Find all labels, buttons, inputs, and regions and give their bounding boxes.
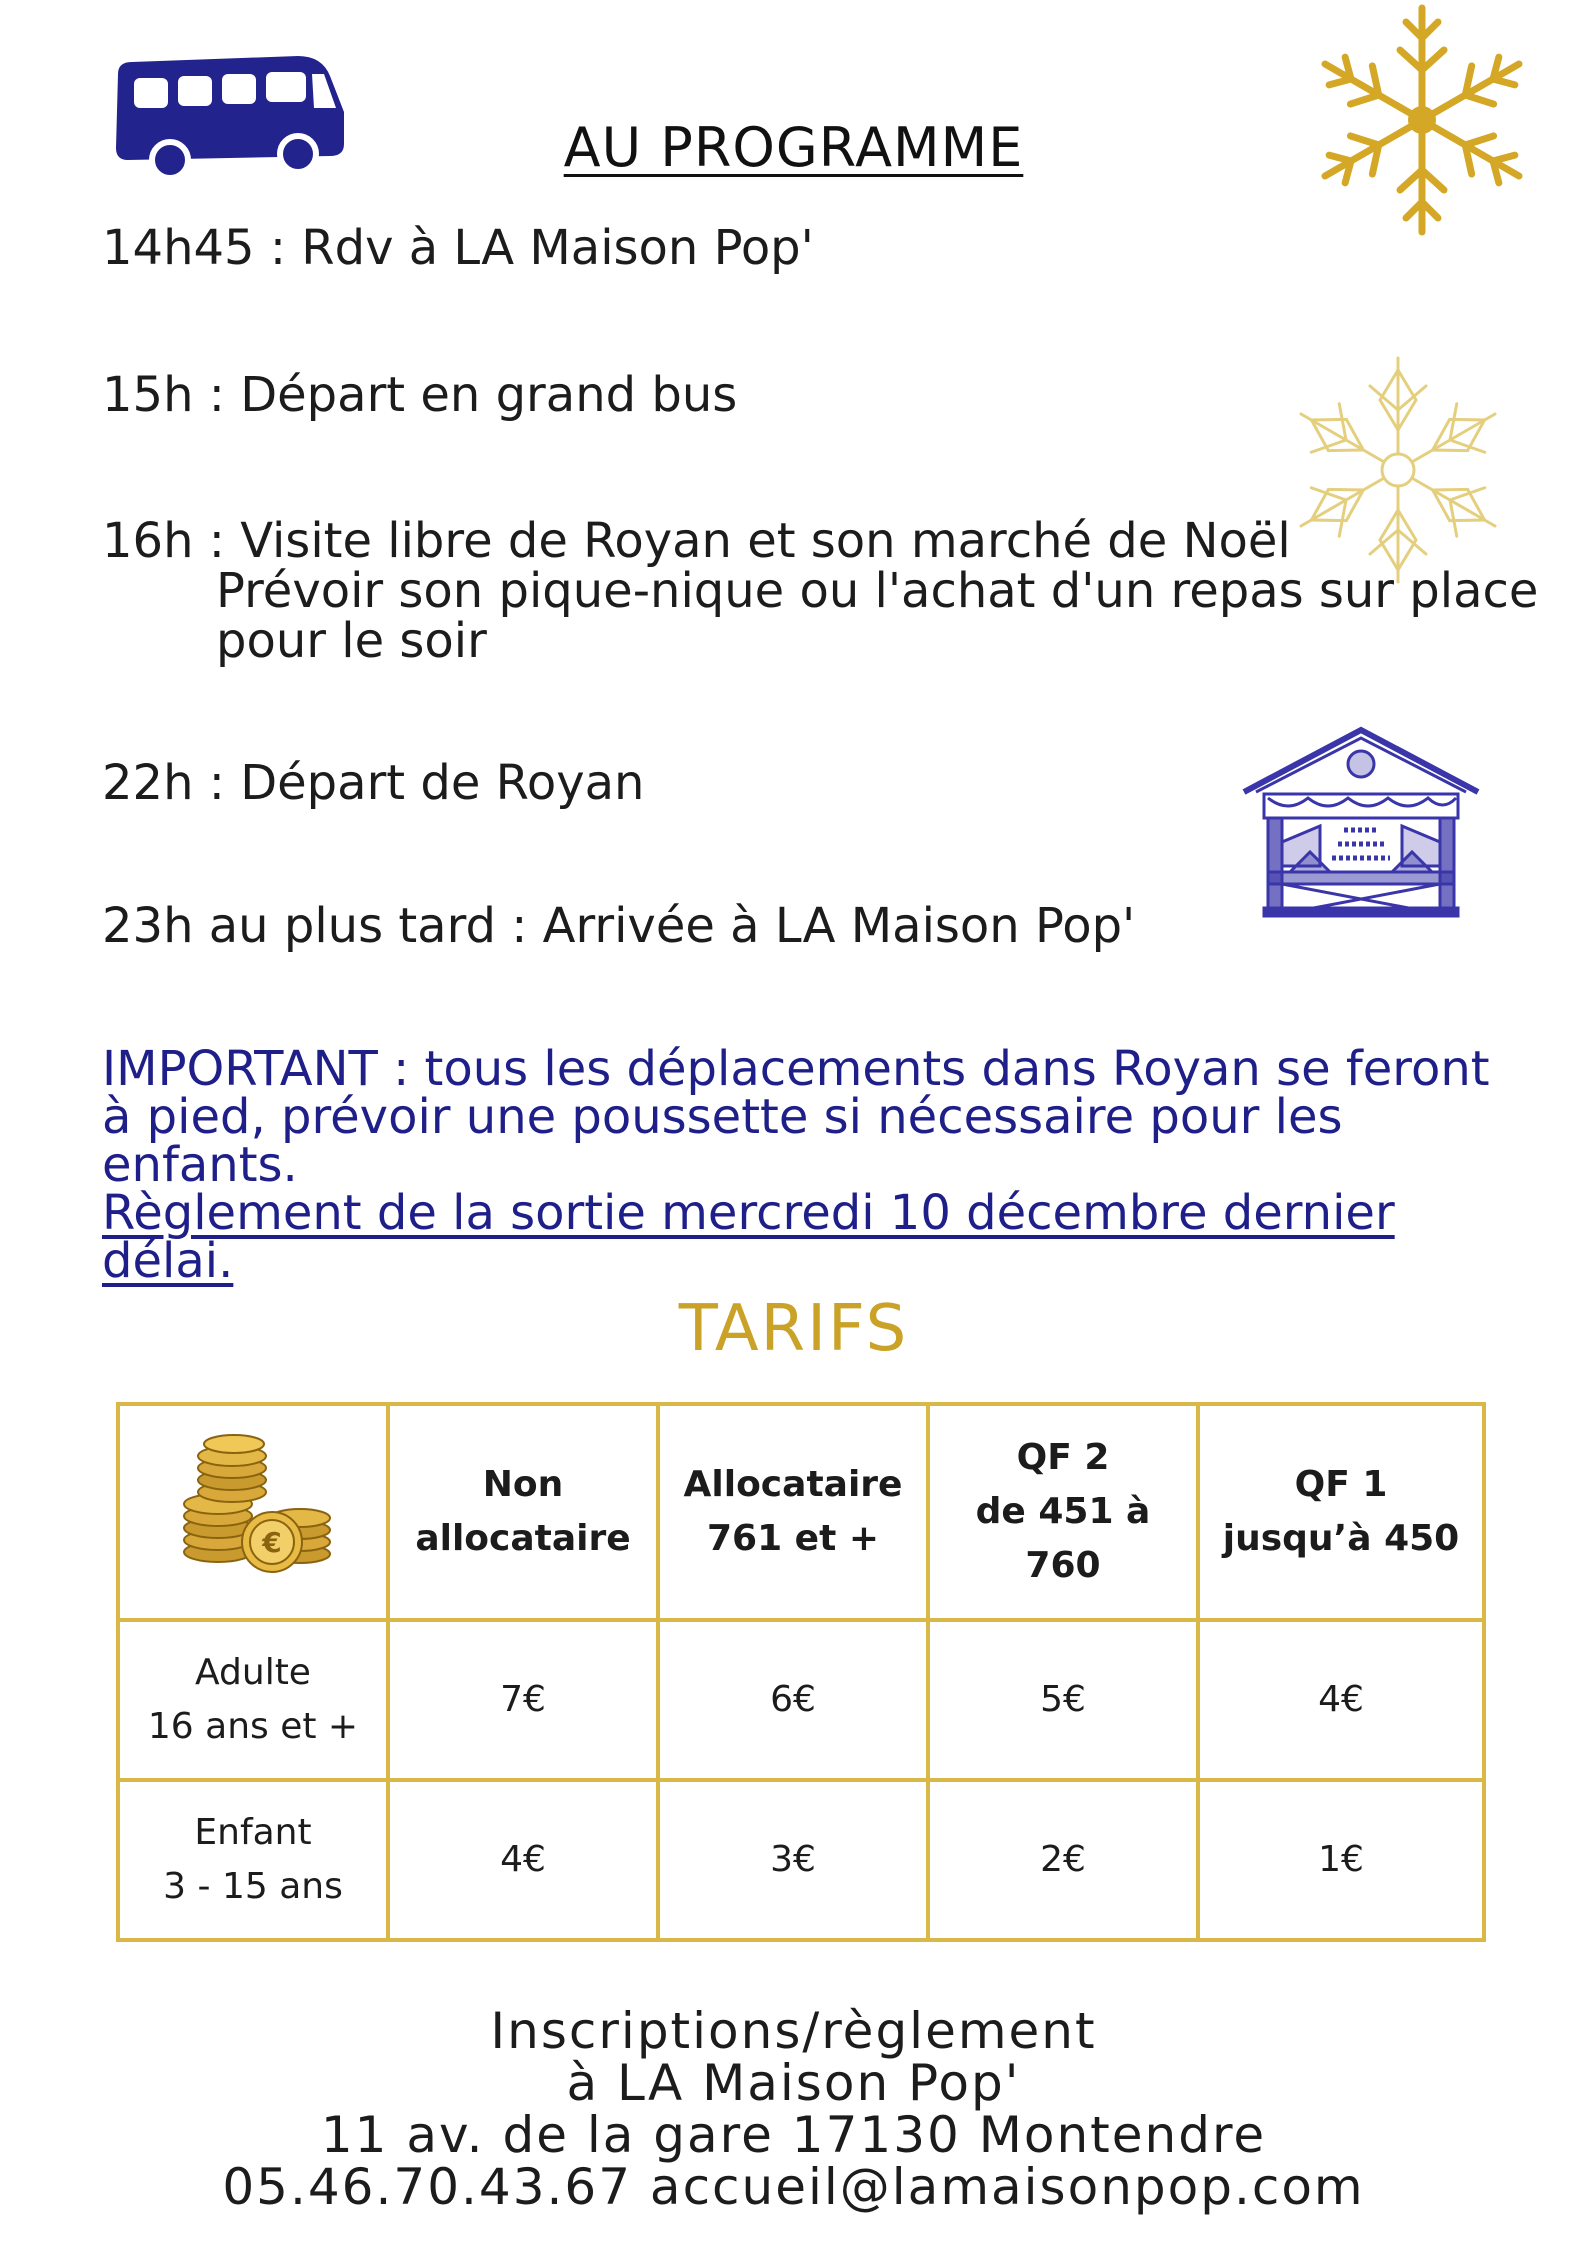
price-cell: 7€ [388,1620,658,1780]
price-cell: 3€ [658,1780,928,1940]
page-title: AU PROGRAMME [563,116,1024,179]
program-item-continuation: pour le soir [216,613,487,669]
coins-cell [118,1404,388,1620]
price-cell: 4€ [388,1780,658,1940]
col-header-qf1: QF 1 jusqu’à 450 [1198,1404,1484,1620]
program-item-departure-royan: 22h : Départ de Royan [102,755,645,811]
footer-address: 11 av. de la gare 17130 Montendre [320,2106,1267,2164]
price-cell: 5€ [928,1620,1198,1780]
program-item-visit-royan [102,513,1539,669]
payment-deadline: Règlement de la sortie mercredi 10 décembre dernier délai. [102,1185,1395,1289]
program-item-arrival-latest: 23h au plus tard : Arrivée à LA Maison Pop' [102,898,1136,954]
price-cell: 6€ [658,1620,928,1780]
tarifs-table [116,1402,1486,1942]
tarifs-title: TARIFS [678,1292,909,1366]
program-item-continuation: Prévoir son pique-nique ou l'achat d'un repas sur place [216,563,1539,619]
table-header-row [118,1404,1484,1620]
footer-registration: Inscriptions/règlement [490,2002,1097,2060]
table-row [118,1780,1484,1940]
price-cell: 1€ [1198,1780,1484,1940]
svg-text:€: € [262,1526,282,1559]
footer-venue: à LA Maison Pop' [566,2054,1021,2112]
footer-contact: 05.46.70.43.67 accueil@lamaisonpop.com [222,2158,1365,2216]
col-header-non-allocataire: Non allocataire [388,1404,658,1620]
important-line: IMPORTANT : tous les déplacements dans Royan se feront [102,1041,1490,1097]
important-notice [102,1041,1522,1289]
price-cell: 4€ [1198,1620,1484,1780]
row-label-adulte: Adulte 16 ans et + [118,1620,388,1780]
row-label-enfant: Enfant 3 - 15 ans [118,1780,388,1940]
price-cell: 2€ [928,1780,1198,1940]
christmas-market-stall-icon [1238,722,1484,918]
contact-footer [0,2002,1587,2216]
program-item-departure-bus: 15h : Départ en grand bus [102,367,738,423]
program-item-arrival-meeting: 14h45 : Rdv à LA Maison Pop' [102,220,814,276]
important-line: à pied, prévoir une poussette si nécessaire pour les enfants. [102,1089,1343,1193]
col-header-allocataire: Allocataire 761 et + [658,1404,928,1620]
table-row [118,1620,1484,1780]
col-header-qf2: QF 2 de 451 à 760 [928,1404,1198,1620]
program-item-line: 16h : Visite libre de Royan et son marché de Noël [102,513,1291,569]
coins-icon [168,1424,338,1584]
